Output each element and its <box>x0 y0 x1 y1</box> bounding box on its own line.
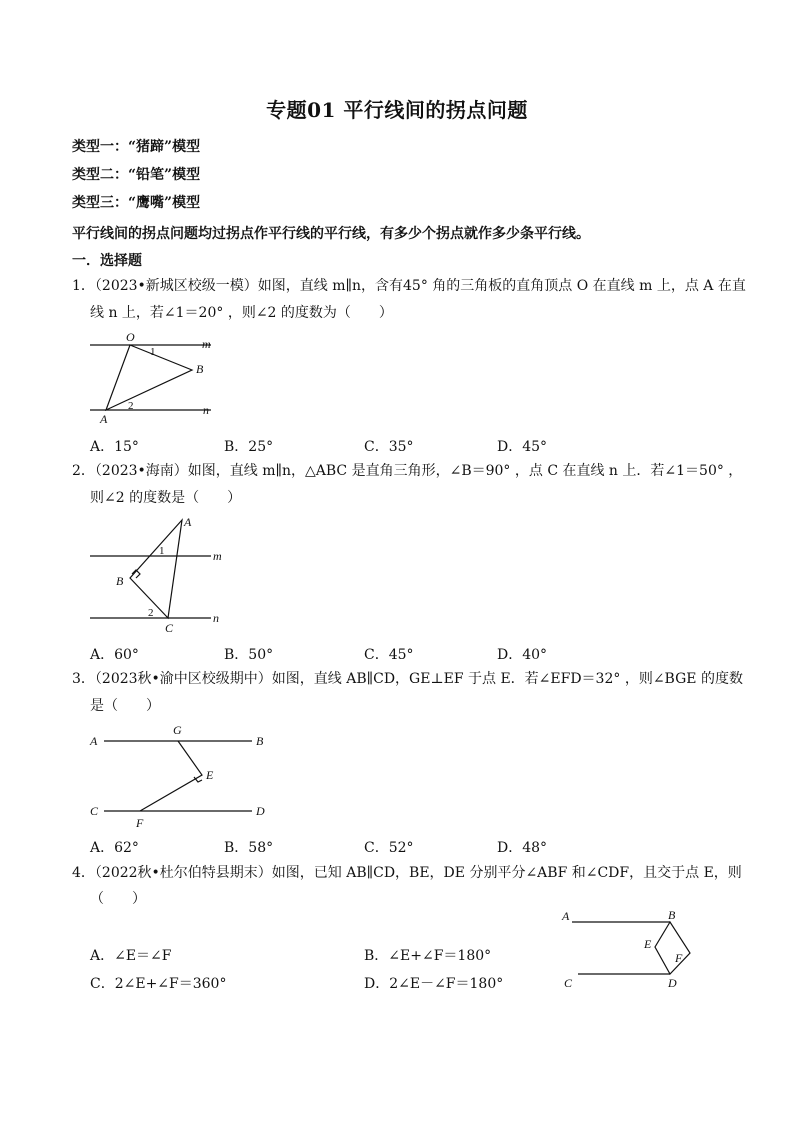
q1-option-c[interactable]: C．35° <box>364 439 414 455</box>
q3-stem-line2: 是（ ） <box>90 698 160 714</box>
q1-option-b[interactable]: B．25° <box>224 439 274 455</box>
q2-option-d[interactable]: D．40° <box>497 647 548 663</box>
q1-figure <box>86 330 226 426</box>
q1-label-n: n <box>203 403 209 417</box>
page-title: 专题01 平行线间的拐点问题 <box>266 98 528 122</box>
q1-label-angle1: 1 <box>150 346 156 358</box>
intro-text: 平行线间的拐点问题均过拐点作平行线的平行线，有多少个拐点就作多少条平行线。 <box>72 226 590 242</box>
q3-polyline-gef <box>140 741 202 811</box>
q3-figure <box>86 718 276 832</box>
q2-label-C: C <box>165 621 174 635</box>
q2-figure <box>86 512 236 636</box>
q1-option-d[interactable]: D．45° <box>497 439 548 455</box>
section-heading: 一．选择题 <box>72 253 142 269</box>
q2-label-m: m <box>213 549 222 563</box>
q4-stem-line1: 4．（2022秋•杜尔伯特县期末）如图，已知 AB∥CD，BE，DE 分别平分∠ABF 和∠CDF，且交于点 E，则 <box>72 865 742 881</box>
q3-option-b[interactable]: B．58° <box>224 840 274 856</box>
q2-label-angle1: 1 <box>159 545 165 557</box>
q4-label-F: F <box>675 951 683 965</box>
q3-label-D: D <box>256 804 265 818</box>
q1-label-O: O <box>126 330 135 344</box>
q2-label-angle2: 2 <box>148 607 154 619</box>
q3-option-a[interactable]: A．62° <box>90 840 139 856</box>
q4-label-E: E <box>644 937 652 951</box>
q4-option-a[interactable]: A．∠E＝∠F <box>90 948 172 964</box>
q3-label-A: A <box>90 734 98 748</box>
q2-label-n: n <box>213 611 219 625</box>
q2-stem-line1: 2．（2023•海南）如图，直线 m∥n，△ABC 是直角三角形，∠B＝90° ，点 C 在直线 n 上．若∠1＝50° ， <box>72 463 743 479</box>
q3-stem-line1: 3．（2023秋•渝中区校级期中）如图，直线 AB∥CD，GE⊥EF 于点 E．若∠EFD＝32° ，则∠BGE 的度数 <box>72 671 743 687</box>
q4-stem-line2: （ ） <box>90 891 146 907</box>
q4-label-A: A <box>562 909 570 923</box>
q4-label-C: C <box>564 976 573 990</box>
q3-option-d[interactable]: D．48° <box>497 840 548 856</box>
q3-option-c[interactable]: C．52° <box>364 840 414 856</box>
q3-label-F: F <box>136 816 144 830</box>
q4-label-D: D <box>668 976 677 990</box>
q1-stem-line2: 线 n 上，若∠1＝20° ，则∠2 的度数为（ ） <box>90 305 393 321</box>
q1-label-A: A <box>100 412 108 426</box>
q3-label-C: C <box>90 804 99 818</box>
q1-label-m: m <box>202 337 211 351</box>
q4-option-c[interactable]: C．2∠E+∠F＝360° <box>90 976 227 992</box>
q2-label-B: B <box>116 574 124 588</box>
q2-triangle <box>130 520 182 618</box>
q2-option-a[interactable]: A．60° <box>90 647 139 663</box>
type-two: 类型二：“铅笔”模型 <box>72 167 201 183</box>
q3-label-E: E <box>206 768 214 782</box>
q4-option-d[interactable]: D．2∠E－∠F＝180° <box>364 976 504 992</box>
q3-label-G: G <box>173 723 182 737</box>
q1-triangle <box>106 345 192 410</box>
q2-option-c[interactable]: C．45° <box>364 647 414 663</box>
q4-quadrilateral <box>655 922 690 974</box>
q2-stem-line2: 则∠2 的度数是（ ） <box>90 490 242 506</box>
q1-label-B: B <box>196 362 204 376</box>
q1-stem-line1: 1．（2023•新城区校级一模）如图，直线 m∥n，含有45° 角的三角板的直角顶点 O 在直线 m 上，点 A 在直 <box>72 278 746 294</box>
q1-option-a[interactable]: A．15° <box>90 439 139 455</box>
type-three: 类型三：“鹰嘴”模型 <box>72 195 201 211</box>
type-one: 类型一：“猪蹄”模型 <box>72 139 201 155</box>
q2-option-b[interactable]: B．50° <box>224 647 274 663</box>
q4-option-b[interactable]: B．∠E+∠F＝180° <box>364 948 492 964</box>
q4-label-B: B <box>668 908 676 922</box>
q3-label-B: B <box>256 734 264 748</box>
q2-label-A: A <box>184 515 192 529</box>
q1-label-angle2: 2 <box>128 400 134 412</box>
q4-figure <box>556 904 706 994</box>
